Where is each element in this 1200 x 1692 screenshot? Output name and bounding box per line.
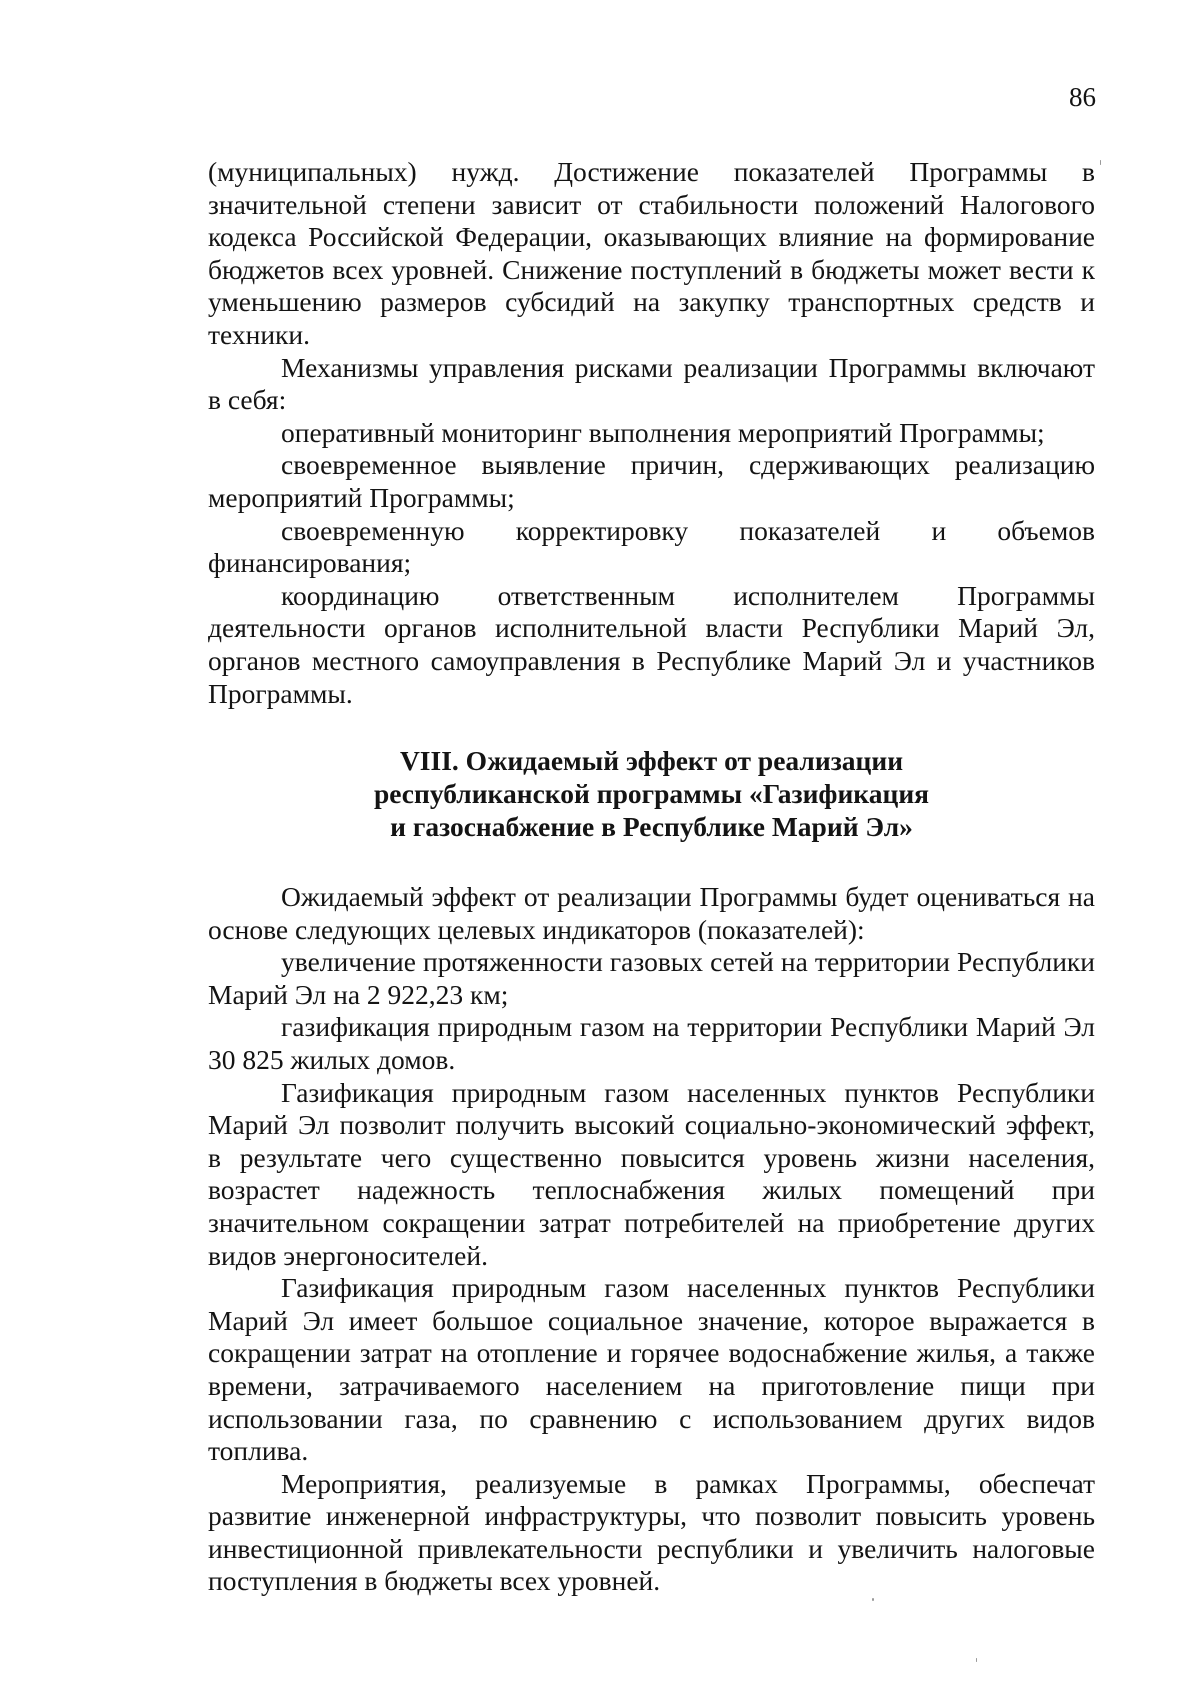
risk-management-section — [208, 156, 1095, 710]
paragraph-social-significance: Газификация природным газом населенных пунктов Республики Марий Эл имеет большое социальное значение, которое выражается в сокращении затрат на отопление и горячее водоснабжение жилья, а также времени, затрачиваемого населением на приготовление пищи при использовании газа, по сравнению с использованием других видов топлива. — [208, 1272, 1095, 1467]
list-item-houses-gasified: газификация природным газом на территории Республики Марий Эл 30 825 жилых домов. — [208, 1011, 1095, 1075]
paragraph-risk-mechanisms: Механизмы управления рисками реализации Программы включают в себя: — [208, 351, 1095, 416]
section-heading-line-2: республиканской программы «Газификация — [373, 777, 930, 809]
list-item-adjustment: своевременную корректировку показателей и объемов финансирования; — [208, 514, 1095, 579]
section-heading-line-3: и газоснабжение в Республике Марий Эл» — [390, 810, 913, 842]
paragraph-socioeconomic-effect: Газификация природным газом населенных пунктов Республики Марий Эл позволит получить высокий социально-экономический эффект, в результате чего существенно повысится уровень жизни населения, возрастет надежность теплоснабжения жилых помещений при значительном сокращении затрат потребителей на приобретение других видов энергоносителей. — [208, 1076, 1095, 1271]
scan-speck — [872, 1598, 874, 1601]
list-item-monitoring: оперативный мониторинг выполнения мероприятий Программы; — [281, 416, 1045, 448]
paragraph-indicators-intro: Ожидаемый эффект от реализации Программы будет оцениваться на основе следующих целевых индикаторов (показателей): — [208, 881, 1095, 945]
page-number: 86 — [1069, 82, 1096, 112]
list-item-coordination: координацию ответственным исполнителем Программы деятельности органов исполнительной власти Республики Марий Эл, органов местного самоуправления в Республике Марий Эл и участников Программы. — [208, 579, 1095, 709]
section-heading — [208, 745, 1095, 843]
list-item-cause-detection: своевременное выявление причин, сдерживающих реализацию мероприятий Программы; — [208, 449, 1095, 513]
scan-speck — [976, 1658, 977, 1662]
expected-effect-section — [208, 881, 1095, 1598]
paragraph-infrastructure: Мероприятия, реализуемые в рамках Программы, обеспечат развитие инженерной инфраструктуры, что позволит повысить уровень инвестиционной привлекательности республики и увеличить налоговые поступления в бюджеты всех уровней. — [208, 1467, 1095, 1597]
list-item-gas-network-length: увеличение протяженности газовых сетей на территории Республики Марий Эл на 2 922,23 км; — [208, 946, 1095, 1010]
scan-speck — [1100, 160, 1101, 165]
section-heading-line-1: VIII. Ожидаемый эффект от реализации — [399, 745, 904, 776]
paragraph-budget-dependence: (муниципальных) нужд. Достижение показателей Программы в значительной степени зависит от стабильности положений Налогового кодекса Российской Федерации, оказывающих влияние на формирование бюджетов всех уровней. Снижение поступлений в бюджеты может вести к уменьшению размеров субсидий на закупку транспортных средств и техники. — [208, 156, 1095, 350]
